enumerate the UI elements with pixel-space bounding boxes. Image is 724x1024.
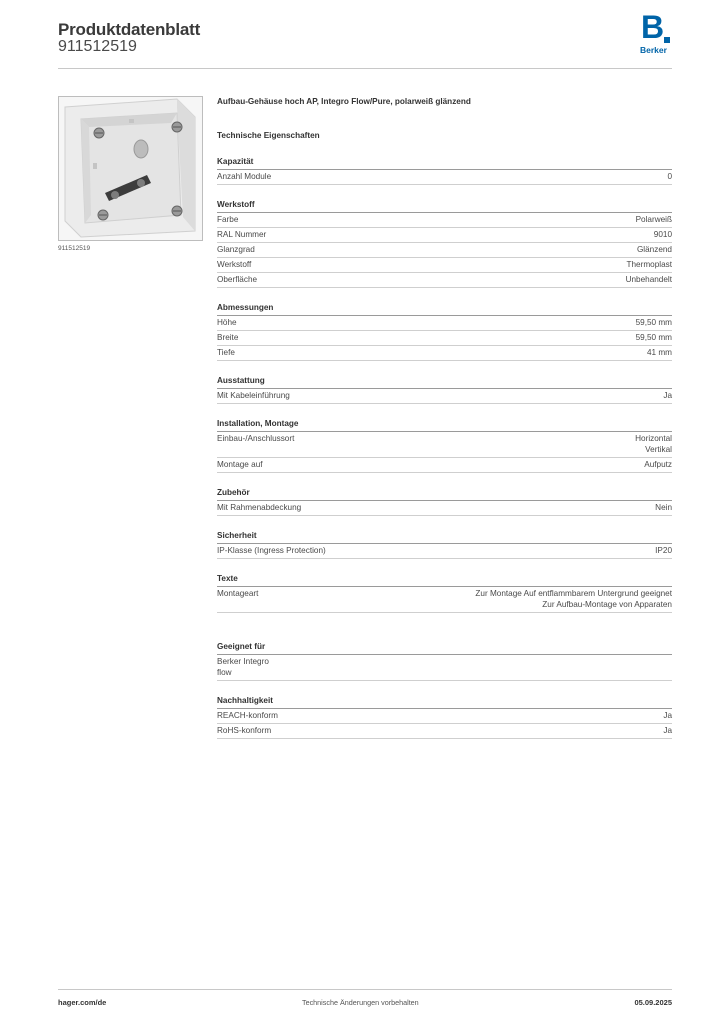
logo-dot-icon bbox=[664, 37, 670, 43]
spec-value bbox=[475, 588, 672, 610]
spec-label: Werkstoff bbox=[217, 260, 252, 269]
spec-row bbox=[217, 213, 672, 228]
spec-label: Höhe bbox=[217, 318, 237, 327]
spec-row bbox=[217, 389, 672, 404]
footer-date: 05.09.2025 bbox=[634, 998, 672, 1007]
spec-label bbox=[217, 656, 269, 678]
surface-box-icon bbox=[59, 97, 202, 240]
spec-group-title: Abmessungen bbox=[217, 302, 672, 316]
spec-group bbox=[217, 418, 672, 473]
header-divider bbox=[58, 68, 672, 69]
spec-label: REACH-konform bbox=[217, 711, 278, 720]
spec-row bbox=[217, 346, 672, 361]
spec-group bbox=[217, 573, 672, 613]
spec-value-line: Vertikal bbox=[645, 445, 672, 454]
spec-label: RAL Nummer bbox=[217, 230, 267, 239]
product-number: 911512519 bbox=[58, 38, 137, 55]
spec-group-title: Nachhaltigkeit bbox=[217, 695, 672, 709]
spec-value-line: 59,50 mm bbox=[635, 318, 672, 327]
spec-value bbox=[636, 332, 672, 343]
spec-value-line: Ja bbox=[663, 391, 672, 400]
footer-disclaimer: Technische Änderungen vorbehalten bbox=[302, 998, 419, 1007]
spec-value-line: 41 mm bbox=[646, 348, 672, 357]
spec-value-line: Thermoplast bbox=[626, 260, 672, 269]
spec-groups bbox=[217, 156, 672, 739]
logo-letter: B bbox=[641, 9, 665, 45]
spec-group-title: Ausstattung bbox=[217, 375, 672, 389]
footer-website: hager.com/de bbox=[58, 998, 107, 1007]
spec-label-line: Berker Integro bbox=[217, 657, 269, 666]
spec-group bbox=[217, 641, 672, 681]
spec-label: Tiefe bbox=[217, 348, 235, 357]
spec-row bbox=[217, 458, 672, 473]
spec-group-title: Geeignet für bbox=[217, 641, 672, 655]
spec-row bbox=[217, 170, 672, 185]
spec-value-line: Horizontal bbox=[635, 434, 672, 443]
spec-group bbox=[217, 302, 672, 361]
spec-value bbox=[654, 229, 672, 240]
spec-value-line: Nein bbox=[655, 503, 672, 512]
product-image bbox=[58, 96, 203, 241]
spec-row bbox=[217, 432, 672, 458]
spec-value-line: Aufputz bbox=[644, 460, 672, 469]
spec-group bbox=[217, 530, 672, 559]
section-title: Technische Eigenschaften bbox=[217, 131, 320, 140]
spec-row bbox=[217, 243, 672, 258]
spec-value bbox=[644, 459, 672, 470]
spec-value bbox=[626, 259, 672, 270]
spec-content bbox=[217, 96, 672, 739]
spec-value-line: Zur Montage Auf entflammbarem Untergrund geeignet bbox=[475, 589, 672, 598]
spec-row bbox=[217, 228, 672, 243]
spec-value bbox=[663, 390, 672, 401]
spec-row bbox=[217, 544, 672, 559]
spec-row bbox=[217, 709, 672, 724]
spec-label: Anzahl Module bbox=[217, 172, 272, 181]
spec-row bbox=[217, 273, 672, 288]
spec-label: Farbe bbox=[217, 215, 239, 224]
spec-value-line: Zur Aufbau-Montage von Apparaten bbox=[542, 600, 672, 609]
spec-value-line: IP20 bbox=[655, 546, 672, 555]
spec-label: IP-Klasse (Ingress Protection) bbox=[217, 546, 326, 555]
spec-label: Oberfläche bbox=[217, 275, 258, 284]
spec-value-line: Ja bbox=[663, 726, 672, 735]
footer-divider bbox=[58, 989, 672, 990]
spec-value bbox=[667, 171, 672, 182]
spec-value bbox=[647, 347, 672, 358]
spec-label: Montage auf bbox=[217, 460, 263, 469]
spec-group bbox=[217, 375, 672, 404]
spec-row bbox=[217, 331, 672, 346]
spec-label: Einbau-/Anschlussort bbox=[217, 434, 295, 443]
spec-row bbox=[217, 258, 672, 273]
spec-row bbox=[217, 501, 672, 516]
spec-value bbox=[636, 214, 672, 225]
spec-group-title: Installation, Montage bbox=[217, 418, 672, 432]
spec-label: Mit Rahmenabdeckung bbox=[217, 503, 302, 512]
spec-value bbox=[637, 244, 672, 255]
spec-row bbox=[217, 587, 672, 613]
spec-label: Mit Kabeleinführung bbox=[217, 391, 290, 400]
spec-value bbox=[663, 710, 672, 721]
spec-group bbox=[217, 156, 672, 185]
spec-value bbox=[655, 545, 672, 556]
spec-label: Glanzgrad bbox=[217, 245, 255, 254]
spec-group-title: Texte bbox=[217, 573, 672, 587]
spec-value bbox=[636, 317, 672, 328]
spec-value bbox=[655, 502, 672, 513]
spec-value-line: 9010 bbox=[653, 230, 672, 239]
spec-row bbox=[217, 655, 672, 681]
spec-label: RoHS-konform bbox=[217, 726, 272, 735]
berker-logo bbox=[640, 9, 674, 55]
spec-row bbox=[217, 724, 672, 739]
spec-value bbox=[635, 433, 672, 455]
spec-label: Breite bbox=[217, 333, 239, 342]
spec-value-line: Glänzend bbox=[636, 245, 672, 254]
product-title: Aufbau-Gehäuse hoch AP, Integro Flow/Pure, polarweiß glänzend bbox=[217, 97, 471, 106]
spec-group bbox=[217, 487, 672, 516]
spec-label: Montageart bbox=[217, 589, 259, 598]
image-caption: 911512519 bbox=[58, 245, 91, 252]
spec-label-line: flow bbox=[217, 668, 232, 677]
spec-group-title: Sicherheit bbox=[217, 530, 672, 544]
spec-value bbox=[663, 725, 672, 736]
spec-value-line: Polarweiß bbox=[635, 215, 672, 224]
logo-text: Berker bbox=[640, 45, 667, 55]
spec-value bbox=[626, 274, 672, 285]
spec-group bbox=[217, 695, 672, 739]
spec-group-title: Zubehör bbox=[217, 487, 672, 501]
spec-group-title: Kapazität bbox=[217, 156, 672, 170]
spec-value-line: Unbehandelt bbox=[625, 275, 672, 284]
spec-row bbox=[217, 316, 672, 331]
spec-value-line: 59,50 mm bbox=[635, 333, 672, 342]
spec-value-line: 0 bbox=[667, 172, 672, 181]
page-title: Produktdatenblatt bbox=[58, 20, 201, 39]
spec-group-title: Werkstoff bbox=[217, 199, 672, 213]
spec-value-line: Ja bbox=[663, 711, 672, 720]
spec-group bbox=[217, 199, 672, 288]
